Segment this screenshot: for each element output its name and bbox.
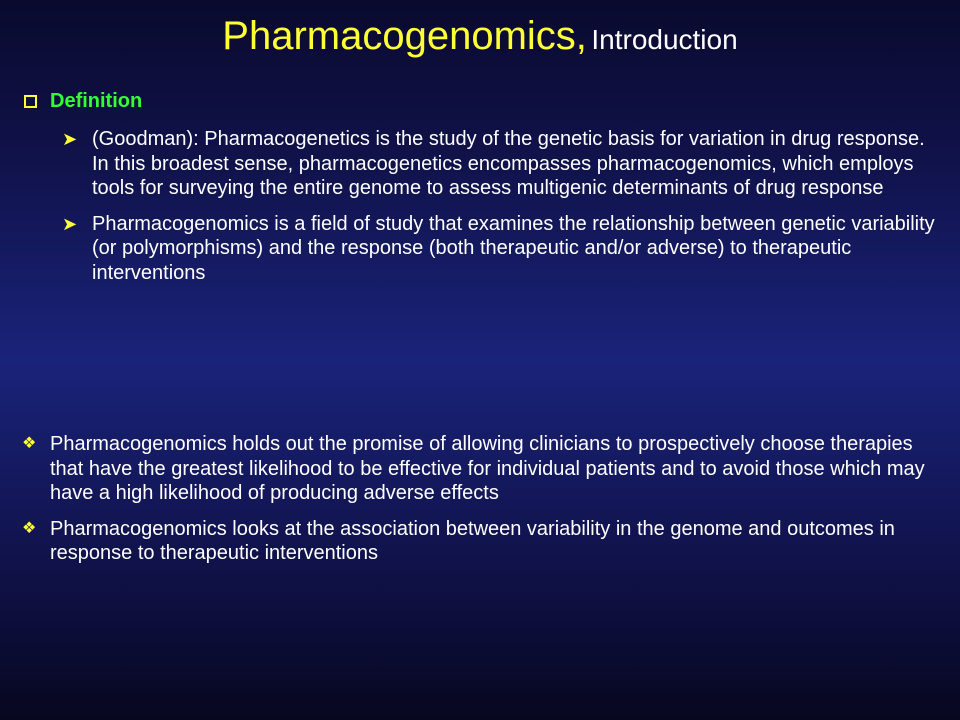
arrowhead-bullet-icon: ➤: [62, 129, 78, 149]
main-bullet-text: Pharmacogenomics holds out the promise of allowing clinicians to prospectively choose therapies that have the greatest likelihood to be effective for individual patients and to avoid those which may have a high likelihood of producing adverse effects: [50, 433, 925, 504]
definition-list: [62, 127, 942, 285]
main-bullet-list: [22, 432, 934, 577]
diamond-bullet-icon: ❖: [22, 519, 37, 537]
definition-heading: Definition: [50, 90, 143, 112]
definition-item: [62, 212, 942, 286]
title-main: Pharmacogenomics,: [222, 14, 587, 58]
definition-heading-row: [22, 90, 942, 113]
main-bullet-item: [22, 517, 934, 566]
main-bullet-item: [22, 432, 934, 506]
square-bullet-icon: [24, 95, 37, 108]
arrowhead-bullet-icon: ➤: [62, 213, 78, 234]
definition-item-text: (Goodman): Pharmacogenetics is the study of the genetic basis for variation in drug response. In this broadest sense, pharmacogenetics encompasses pharmacogenomics, which employs tools for surveying the entire genome to assess multigenic determinants of drug response: [92, 128, 925, 199]
diamond-bullet-icon: ❖: [22, 435, 37, 452]
definition-item-text: Pharmacogenomics is a field of study that examines the relationship between genetic variability (or polymorphisms) and the response (both therapeutic and/or adverse) to therapeutic interventions: [92, 212, 935, 284]
definition-section: [22, 90, 942, 296]
definition-item: [62, 127, 942, 201]
slide-title: [0, 14, 960, 59]
main-bullet-text: Pharmacogenomics looks at the association between variability in the genome and outcomes in response to therapeutic interventions: [50, 517, 895, 564]
title-subtitle: Introduction: [591, 24, 738, 55]
